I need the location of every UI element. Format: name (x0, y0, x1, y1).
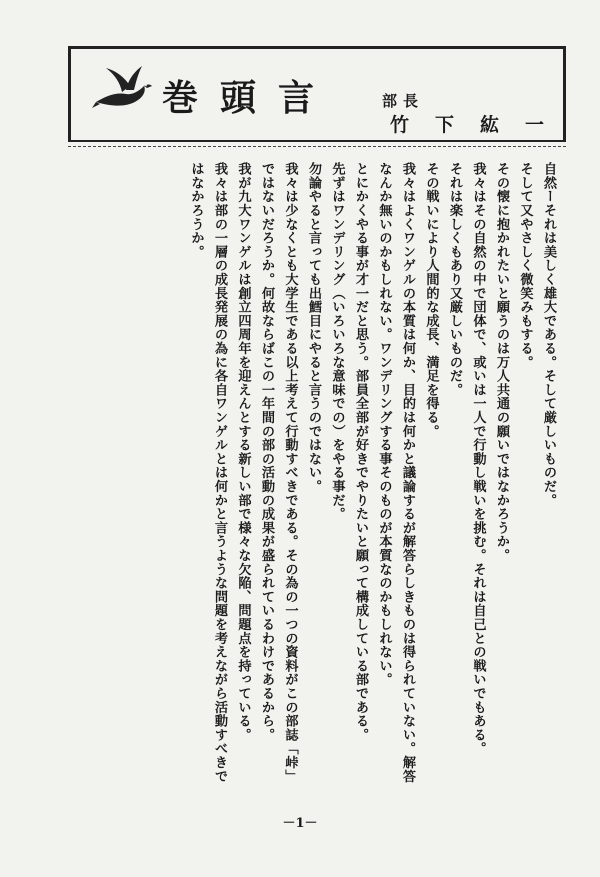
page-title: 巻頭言 (162, 77, 337, 119)
paragraph: 我々は部の一層の成長発展の為に各自ワンゲルとは何かと言うような問題を考えながら活動すべきではなかろうか。 (188, 162, 227, 783)
paragraph: とにかくやる事が才一だと思う。部員全部が好きでやりたいと願って構成している部である。 (353, 162, 368, 742)
paragraph: 我々はよくワンゲルの本質は何か、目的は何かと議論するが解答らしきものは得られていない。解答なんか無いのかもしれない。ワンデリングする事そのものが本質なのかもしれない。 (376, 162, 415, 783)
article-body (80, 162, 560, 792)
header-divider-dashed (68, 146, 566, 147)
paragraph: 自然ーそれは美しく雄大である。そして厳しいものだ。 (541, 162, 556, 507)
paragraph: そして又やさしく微笑みもする。 (517, 162, 533, 369)
page-number: －1－ (282, 816, 318, 831)
author-name: 竹下紘一 (390, 114, 571, 136)
paragraph: 勿論やると言っても出鱈目にやると言うのではない。 (306, 162, 321, 494)
paragraph: 我々はその自然の中で団体で、或いは一人で行動し戦いを挑む。それは自己との戦いでもある。 (470, 162, 486, 756)
paragraph: その懐に抱かれたいと願うのは万人共通の願いではなかろうか。 (494, 162, 509, 563)
paragraph: それは楽しくもあり又厳しいものだ。 (447, 162, 462, 397)
author-role: 部長 (382, 92, 425, 110)
paragraph: 我々は少なくとも大学生である以上考えて行動すべきである。その為の一つの資料がこの部誌「峠」ではないだろうか。何故ならばこの一年間の部の活動の成果が盛られているわけであるから。 (259, 162, 298, 783)
paragraph: 先ずはワンデリング（いろいろな意味での）をやる事だ。 (329, 162, 345, 521)
paragraph: その戦いにより人間的な成長、満足を得る。 (423, 162, 439, 438)
header-divider (68, 140, 566, 142)
paragraph: 我が九大ワンゲルは創立四周年を迎えんとする新しい部で様々な欠陥、問題点を持っている。 (235, 162, 251, 742)
bird-icon (92, 62, 154, 116)
